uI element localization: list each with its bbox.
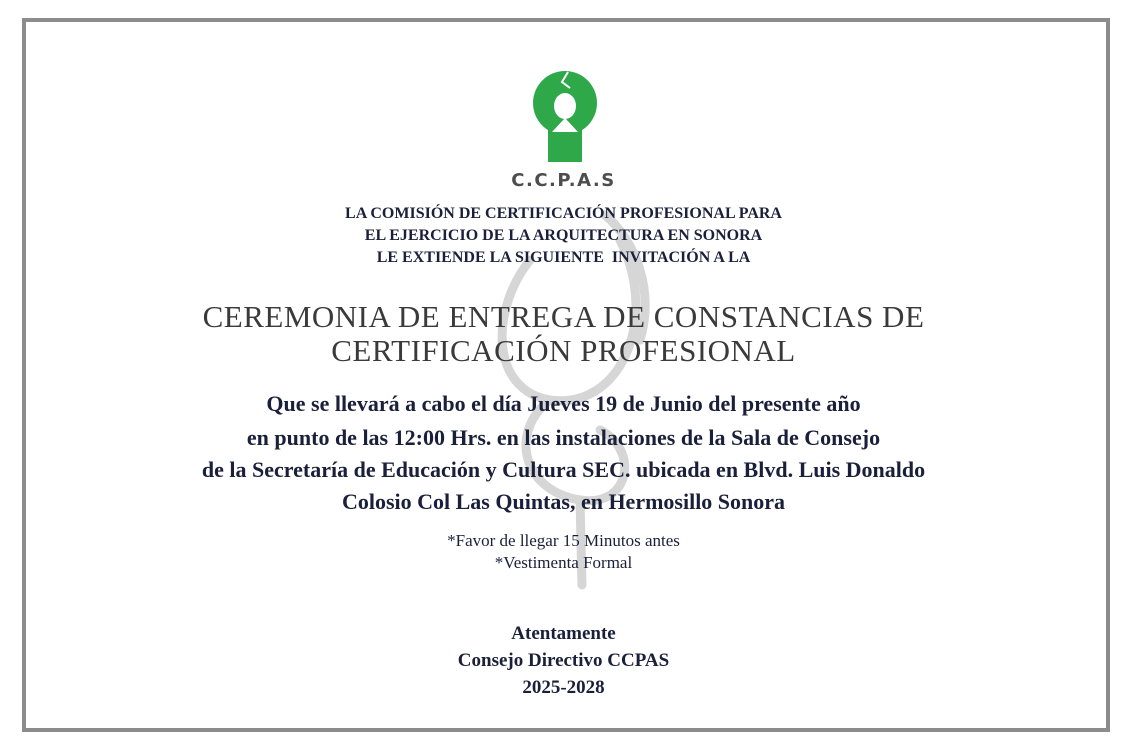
ceremony-title — [0, 300, 1127, 368]
title-line: CERTIFICACIÓN PROFESIONAL — [331, 333, 796, 368]
ccpas-logo-icon — [532, 70, 600, 164]
intro-line: EL EJERCICIO DE LA ARQUITECTURA EN SONORA — [364, 227, 763, 244]
signature-line: 2025-2028 — [522, 677, 605, 698]
intro-text — [0, 203, 1127, 269]
details-line: Colosio Col Las Quintas, en Hermosillo Sonora — [341, 489, 786, 514]
notes — [0, 530, 1127, 574]
title-line: CEREMONIA DE ENTREGA DE CONSTANCIAS DE — [202, 299, 925, 334]
note-line: *Favor de llegar 15 Minutos antes — [447, 531, 680, 550]
intro-line: LE EXTIENDE LA SIGUIENTE INVITACIÓN A LA — [376, 249, 751, 266]
signature-line: Atentamente — [511, 623, 616, 644]
signature-line: Consejo Directivo CCPAS — [457, 650, 670, 671]
details-line: de la Secretaría de Educación y Cultura SEC. ubicada en Blvd. Luis Donaldo — [201, 457, 926, 482]
intro-line: LA COMISIÓN DE CERTIFICACIÓN PROFESIONAL PARA — [345, 205, 782, 222]
event-details — [0, 388, 1127, 518]
note-line: *Vestimenta Formal — [494, 553, 633, 572]
signature-block — [0, 620, 1127, 701]
details-line: en punto de las 12:00 Hrs. en las instalaciones de la Sala de Consejo — [246, 425, 881, 450]
logo-wordmark: C.C.P.A.S — [511, 170, 616, 191]
details-line: Que se llevará a cabo el día Jueves 19 de Junio del presente año — [266, 391, 861, 416]
